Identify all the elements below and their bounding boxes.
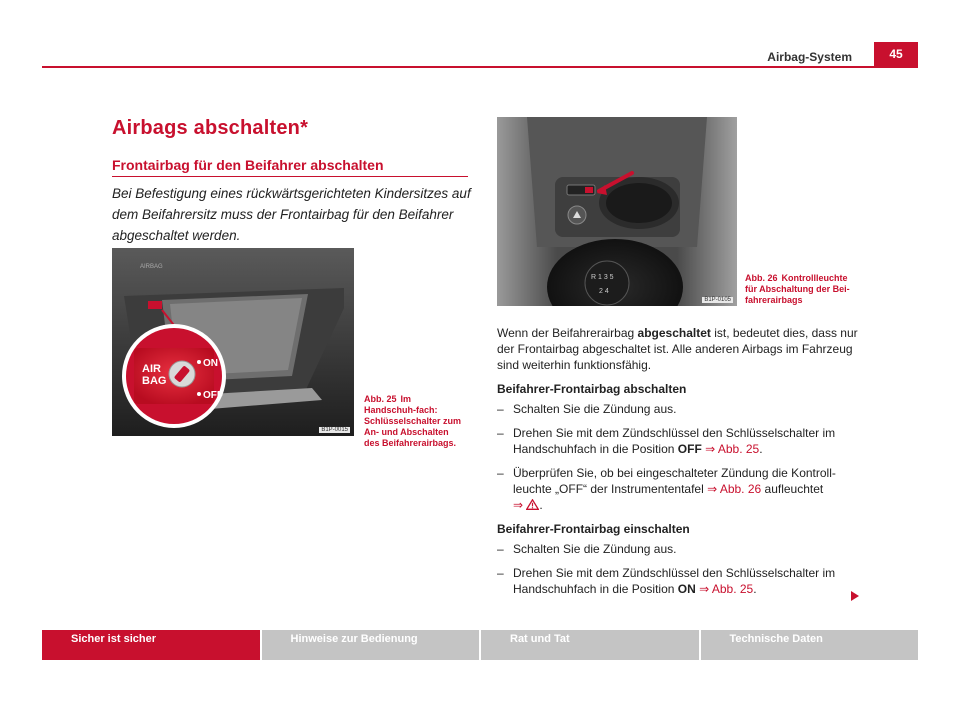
- figure-25-image-label: AIRBAG: [140, 264, 163, 270]
- warning-ref-link[interactable]: ⇒: [513, 498, 527, 512]
- figure-25-caption-text: Im Handschuh-fach: Schlüsselschalter zum An- und Abschalten des Beifahrerairbags.: [364, 394, 462, 448]
- figure-26-ref-link[interactable]: ⇒ Abb. 26: [707, 482, 762, 496]
- switch-position-on: ON: [203, 358, 218, 369]
- step-enable-1: [497, 541, 867, 557]
- position-off-label: OFF: [677, 442, 702, 456]
- tab-technische-daten[interactable]: Technische Daten: [701, 630, 919, 660]
- step-disable-3: [497, 465, 867, 513]
- glovebox-illustration: [112, 248, 354, 436]
- step-disable-1: [497, 401, 867, 417]
- step-text: Schalten Sie die Zündung aus.: [513, 542, 677, 556]
- header-section-title: Airbag-System: [767, 50, 852, 64]
- step-text: Überprüfen Sie, ob bei eingeschalteter Zündung die Kontroll-leuchte „OFF“ der Instrumententafel: [513, 466, 836, 496]
- figure-25-number: Abb. 25: [364, 394, 397, 404]
- intro-text: Bei Befestigung eines rückwärtsgerichteten Kindersitzes auf dem Beifahrersitz muss der Frontairbag für den Beifahrer abgeschaltet werden.: [112, 186, 471, 243]
- figure-25-ref-link[interactable]: ⇒ Abb. 25: [695, 582, 754, 596]
- body-p1-bold: abgeschaltet: [637, 326, 711, 340]
- subheading-rule: [112, 176, 468, 177]
- gear-top-labels: R 1 3 5: [591, 274, 614, 281]
- figure-25-ref-link[interactable]: ⇒ Abb. 25: [701, 442, 760, 456]
- body-p1-text-end: ist, bedeutet dies, dass nur der Frontairbag abgeschaltet ist. Alle anderen Airbags im Fahrzeug sind weiterhin funktionsfähig.: [497, 326, 858, 372]
- figure-26-caption: [745, 273, 855, 306]
- figure-26-number: Abb. 26: [745, 273, 778, 283]
- step-end: .: [759, 442, 763, 456]
- list-dash: –: [497, 426, 504, 440]
- list-dash: –: [497, 402, 504, 416]
- list-dash: –: [497, 566, 504, 580]
- switch-position-off: OFF: [203, 390, 223, 401]
- position-on-label: ON: [677, 582, 696, 596]
- figure-26-code: B1P-0105: [704, 297, 731, 303]
- continue-arrow-icon[interactable]: [851, 591, 859, 601]
- step-end: .: [753, 582, 757, 596]
- step-text-cont: aufleuchtet: [761, 482, 824, 496]
- figure-25-caption: [364, 394, 464, 449]
- tab-hinweise-zur-bedienung[interactable]: Hinweise zur Bedienung: [262, 630, 480, 660]
- figure-25-glovebox: [112, 248, 354, 436]
- gear-bottom-labels: 2 4: [599, 288, 609, 295]
- figure-26-caption-text: Kontrollleuchte für Abschaltung der Bei-fahrerairbags: [745, 273, 850, 305]
- page-heading: Airbags abschalten*: [112, 117, 309, 139]
- figure-25-code: B1P-0015: [321, 427, 348, 433]
- switch-label-air: AIR: [142, 363, 161, 375]
- header-rule: [42, 66, 918, 68]
- body-text: [497, 325, 867, 605]
- switch-label-bag: BAG: [142, 375, 167, 387]
- step-disable-2: [497, 425, 867, 457]
- section-subheading: Frontairbag für den Beifahrer abschalten: [112, 157, 384, 173]
- step-text: Drehen Sie mit dem Zündschlüssel den Schlüsselschalter im Handschuhfach in die Position: [513, 566, 836, 596]
- figure-26-console: [497, 117, 737, 306]
- page-number: 45: [874, 42, 918, 66]
- body-paragraph: [497, 325, 867, 373]
- list-dash: –: [497, 466, 504, 480]
- tab-rat-und-tat[interactable]: Rat und Tat: [481, 630, 699, 660]
- body-p1-text: Wenn der Beifahrerairbag: [497, 326, 638, 340]
- step-end: .: [539, 498, 543, 512]
- step-text: Drehen Sie mit dem Zündschlüssel den Schlüsselschalter im Handschuhfach in die Position: [513, 426, 836, 456]
- footer-chapter-tabs: [42, 630, 918, 660]
- subsection-disable-title: Beifahrer-Frontairbag abschalten: [497, 382, 687, 396]
- console-illustration: [497, 117, 737, 306]
- warning-triangle-icon[interactable]: [526, 499, 539, 510]
- list-dash: –: [497, 542, 504, 556]
- step-text: Schalten Sie die Zündung aus.: [513, 402, 677, 416]
- step-enable-2: [497, 565, 867, 597]
- tab-sicher-ist-sicher[interactable]: Sicher ist sicher: [42, 630, 260, 660]
- subsection-enable-title: Beifahrer-Frontairbag einschalten: [497, 522, 690, 536]
